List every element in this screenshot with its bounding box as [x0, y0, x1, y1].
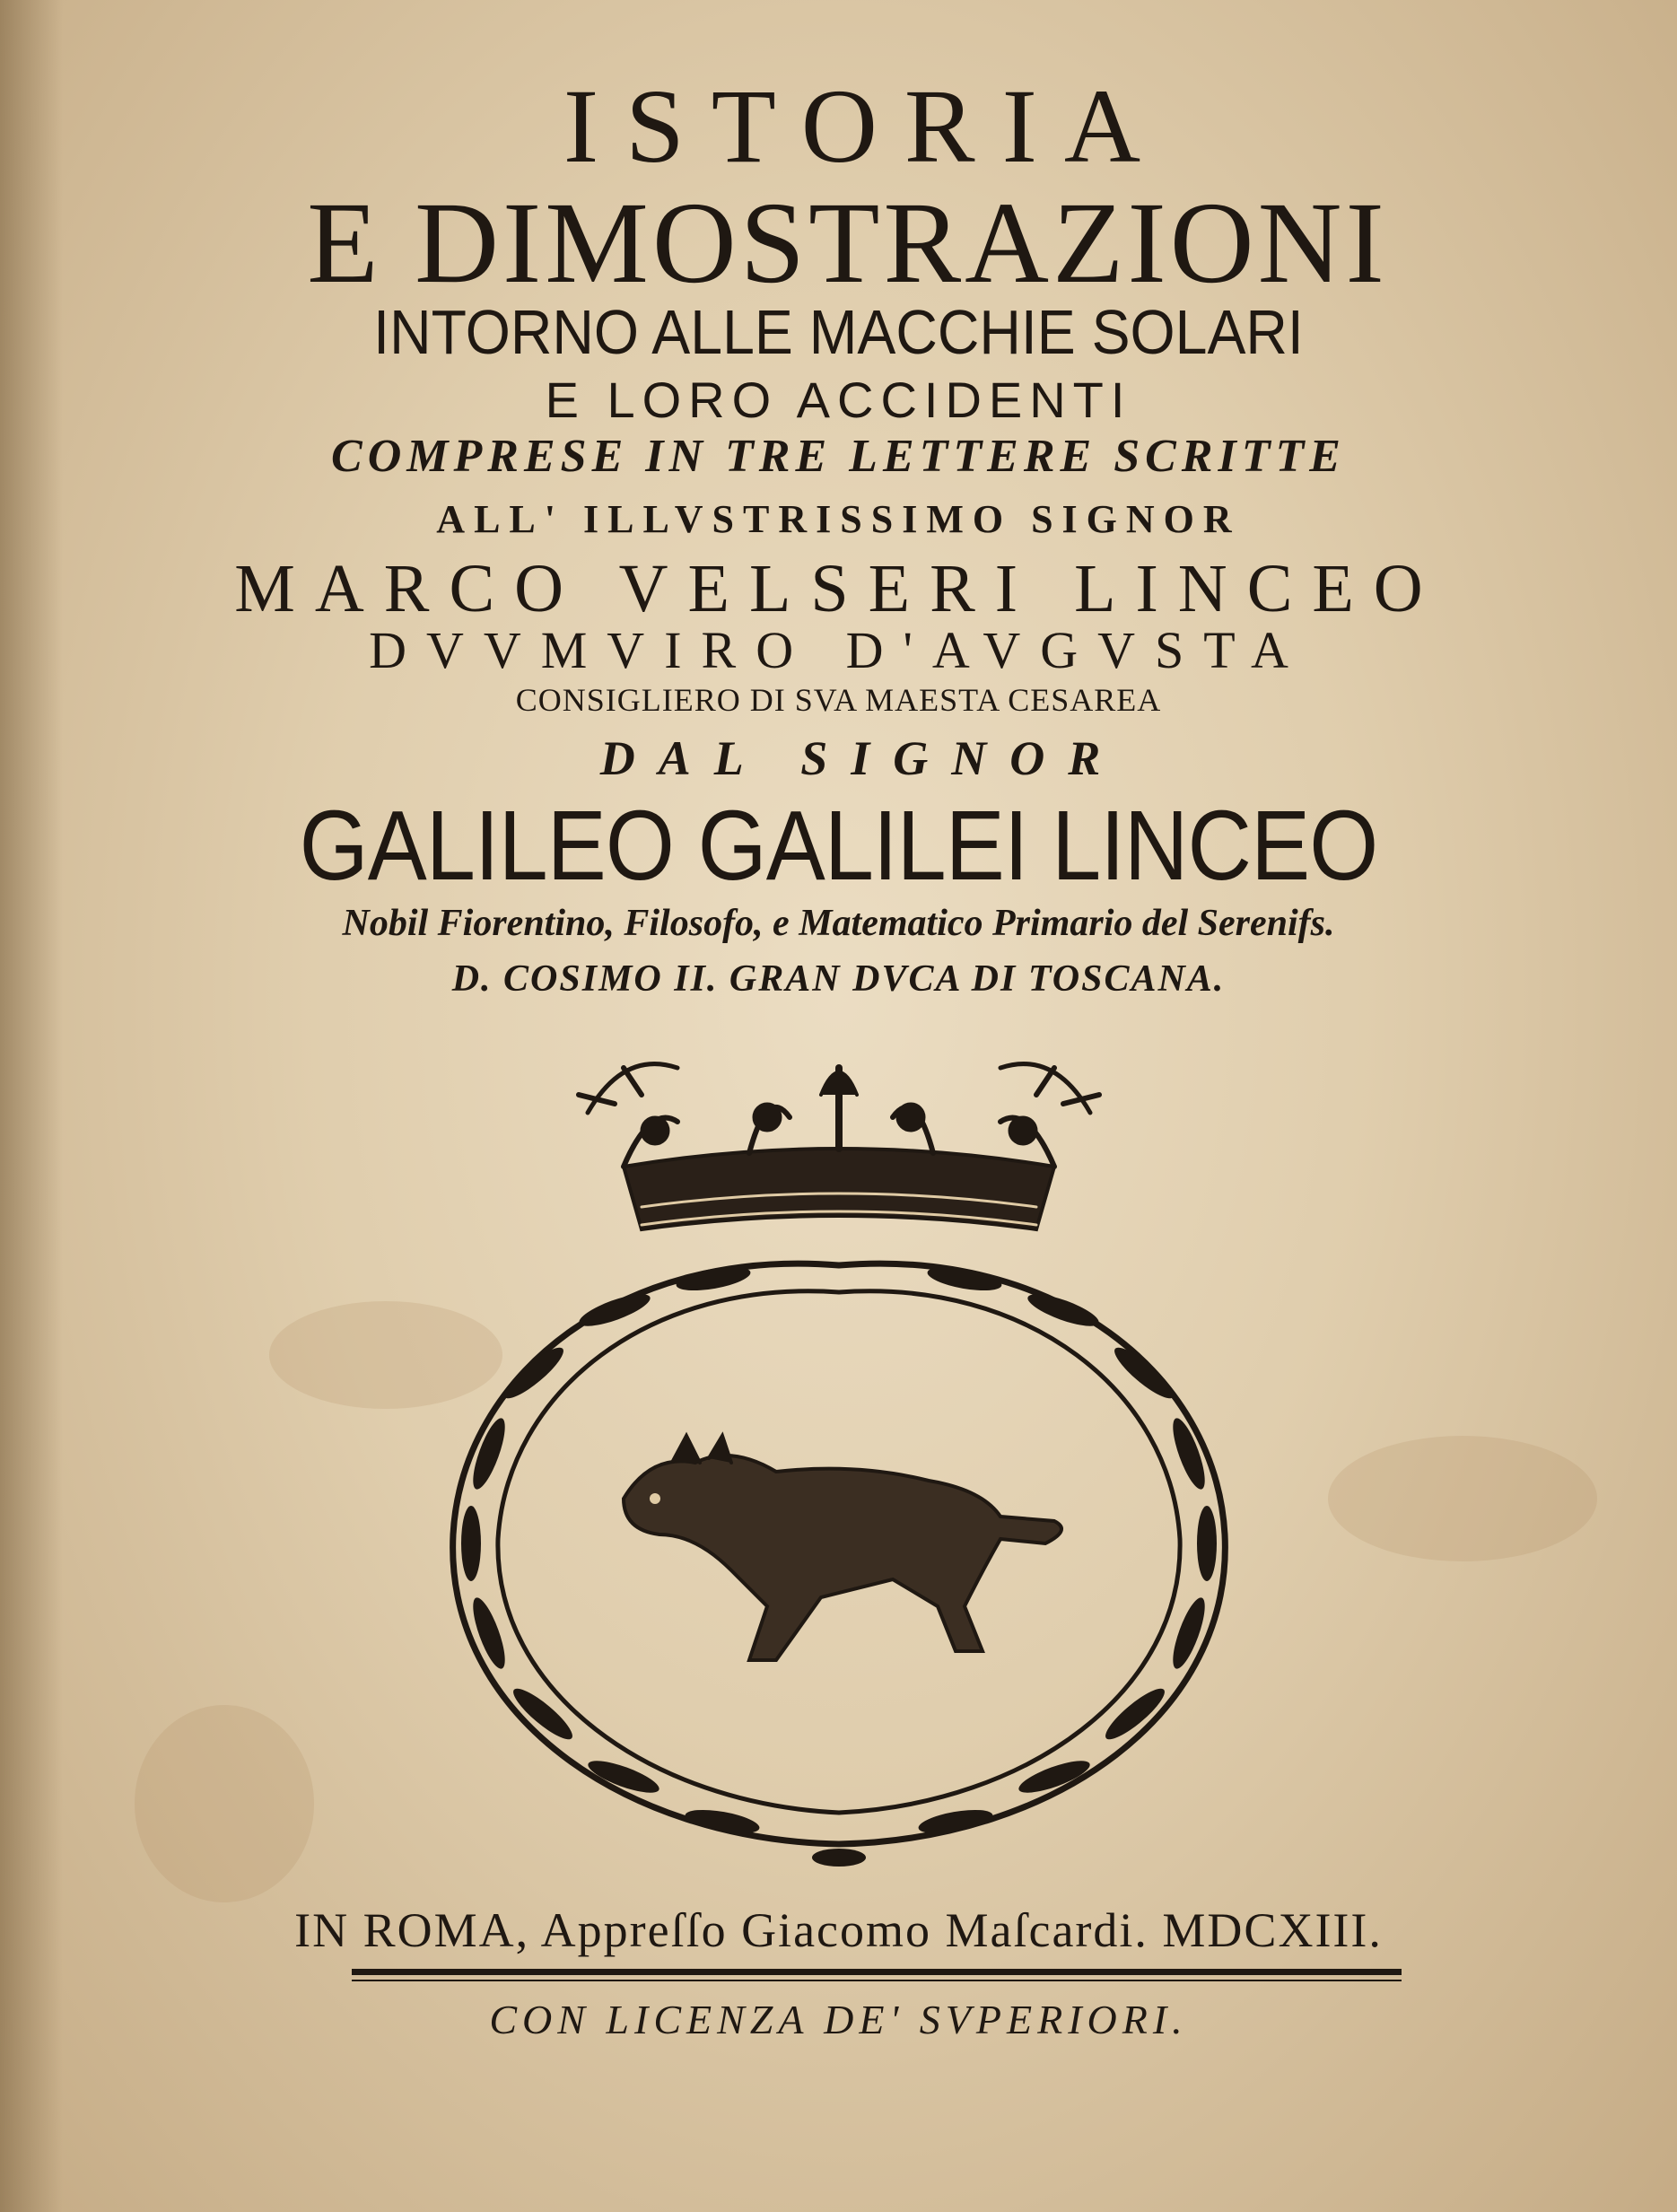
dedicatee-name: MARCO VELSERI LINCEO: [234, 551, 1443, 626]
author-name: GALILEO GALILEI LINCEO: [299, 791, 1378, 901]
imprint-rule: [352, 1969, 1402, 1975]
imprint-rule-thin: [352, 1980, 1402, 1981]
title-line-dimostrazioni: E DIMOSTRAZIONI: [307, 179, 1388, 308]
paper-stain: [1328, 1436, 1597, 1561]
imprint-line: IN ROMA, Appreſſo Giacomo Maſcardi. MDCXIII.: [294, 1903, 1383, 1957]
subtitle-macchie-solari: INTORNO ALLE MACCHIE SOLARI: [373, 297, 1304, 367]
subtitle-accidenti: E LORO ACCIDENTI: [545, 372, 1132, 428]
subtitle-lettere: COMPRESE IN TRE LETTERE SCRITTE: [331, 431, 1346, 482]
author-description: Nobil Fiorentino, Filosofo, e Matematico Primario del Serenifs.: [342, 903, 1335, 944]
lynx-crown-wreath-emblem: [354, 1032, 1323, 1893]
dedicatee-title: CONSIGLIERO DI SVA MAESTA CESAREA: [515, 682, 1162, 718]
license-line: CON LICENZA DE' SVPERIORI.: [489, 1997, 1188, 2042]
patron-line: D. COSIMO II. GRAN DVCA DI TOSCANA.: [451, 958, 1226, 1000]
author-intro: DAL SIGNOR: [599, 731, 1124, 785]
paper-stain: [135, 1705, 314, 1902]
dedication-signor: ALL' ILLVSTRISSIMO SIGNOR: [436, 497, 1241, 541]
title-line-istoria: ISTORIA: [563, 67, 1168, 185]
dedicatee-office: DVVMVIRO D'AVGVSTA: [369, 621, 1308, 679]
crown-icon: [579, 1064, 1099, 1229]
lynx-icon: [624, 1436, 1061, 1660]
spine-shadow: [0, 0, 63, 2212]
